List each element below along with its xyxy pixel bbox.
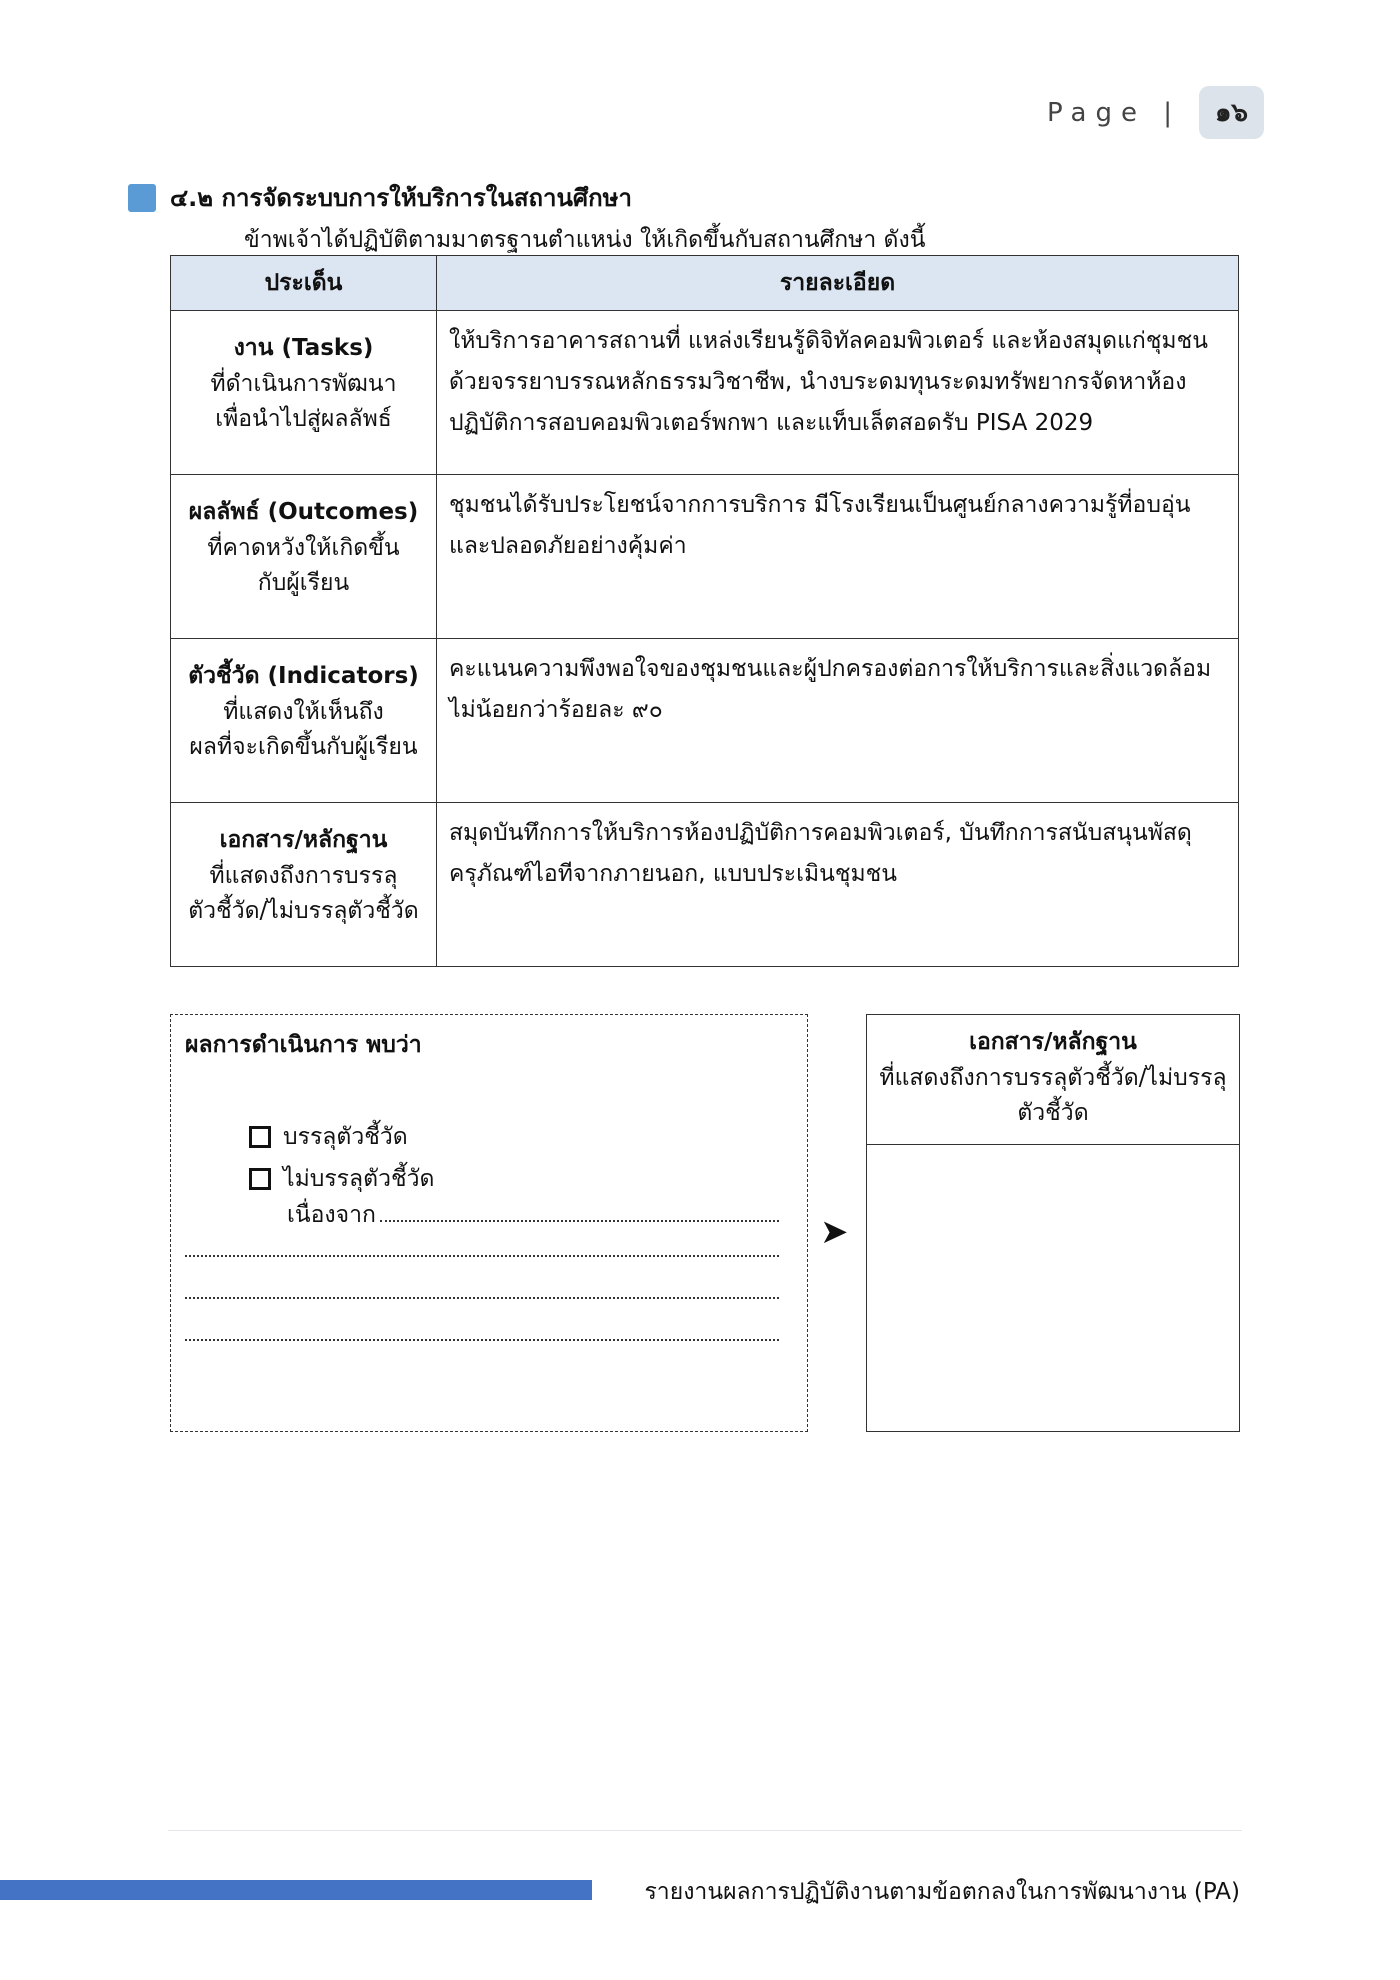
evidence-header: [867, 1015, 1239, 1145]
result-heading: ผลการดำเนินการ พบว่า: [185, 1032, 422, 1058]
page-header: [1047, 86, 1264, 139]
topic-subtitle: ที่ดำเนินการพัฒนา: [210, 370, 397, 397]
topic-subtitle: เพื่อนำไปสู่ผลลัพธ์: [215, 406, 392, 433]
result-box: [170, 1014, 808, 1432]
criteria-table: [170, 255, 1239, 967]
evidence-title: เอกสาร/หลักฐาน: [969, 1029, 1137, 1055]
footer-divider: [168, 1830, 1242, 1831]
page-label: Page |: [1047, 97, 1181, 128]
evidence-subtitle: ที่แสดงถึงการบรรลุตัวชี้วัด/ไม่บรรลุตัวชี้วัด: [879, 1064, 1227, 1127]
topic-cell: [171, 475, 437, 639]
footer-text: รายงานผลการปฏิบัติงานตามข้อตกลงในการพัฒนางาน (PA): [644, 1879, 1240, 1905]
table-row: [171, 311, 1239, 475]
topic-title: งาน (Tasks): [233, 335, 374, 361]
reason-label: เนื่องจาก: [287, 1202, 376, 1228]
topic-subtitle: กับผู้เรียน: [257, 570, 350, 597]
dotted-line[interactable]: [185, 1255, 779, 1257]
table-header-row: [171, 256, 1239, 311]
table-row: [171, 803, 1239, 967]
detail-cell: คะแนนความพึงพอใจของชุมชนและผู้ปกครองต่อการให้บริการและสิ่งแวดล้อมไม่น้อยกว่าร้อยละ ๙๐: [437, 639, 1239, 803]
topic-subtitle: ที่คาดหวังให้เกิดขึ้น: [207, 534, 400, 561]
arrow-left-icon: ➤: [820, 1212, 849, 1252]
option-achieved[interactable]: [249, 1119, 408, 1155]
detail-cell: สมุดบันทึกการให้บริการห้องปฏิบัติการคอมพิวเตอร์, บันทึกการสนับสนุนพัสดุครุภัณฑ์ไอทีจากภายนอก, แบบประเมินชุมชน: [437, 803, 1239, 967]
topic-cell: [171, 803, 437, 967]
topic-title: ผลลัพธ์ (Outcomes): [188, 499, 419, 525]
reason-field[interactable]: [287, 1197, 779, 1233]
topic-subtitle: ผลที่จะเกิดขึ้นกับผู้เรียน: [189, 734, 418, 761]
topic-subtitle: ตัวชี้วัด/ไม่บรรลุตัวชี้วัด: [188, 898, 419, 925]
topic-cell: [171, 639, 437, 803]
evidence-content-area[interactable]: [867, 1145, 1239, 1431]
column-header-detail: รายละเอียด: [437, 256, 1239, 311]
topic-title: ตัวชี้วัด (Indicators): [188, 663, 419, 689]
page-number: ๑๖: [1199, 86, 1264, 139]
section-title: [128, 178, 632, 217]
dotted-line[interactable]: [185, 1339, 779, 1341]
detail-cell: ให้บริการอาคารสถานที่ แหล่งเรียนรู้ดิจิทัลคอมพิวเตอร์ และห้องสมุดแก่ชุมชนด้วยจรรยาบรรณหลักธรรมวิชาชีพ, นำงบระดมทุนระดมทรัพยากรจัดหาห้องปฏิบัติการสอบคอมพิวเตอร์พกพา และแท็บเล็ตสอดรับ PISA 2029: [437, 311, 1239, 475]
dotted-line[interactable]: [185, 1297, 779, 1299]
column-header-topic: ประเด็น: [171, 256, 437, 311]
section-intro: ข้าพเจ้าได้ปฏิบัติตามมาตรฐานตำแหน่ง ให้เกิดขึ้นกับสถานศึกษา ดังนี้: [244, 227, 926, 253]
achieved-label: บรรลุตัวชี้วัด: [283, 1124, 408, 1150]
topic-title: เอกสาร/หลักฐาน: [219, 827, 388, 853]
topic-cell: [171, 311, 437, 475]
option-not-achieved[interactable]: [249, 1161, 434, 1197]
table-row: [171, 639, 1239, 803]
not-achieved-checkbox[interactable]: [249, 1168, 271, 1190]
evidence-box: [866, 1014, 1240, 1432]
topic-subtitle: ที่แสดงให้เห็นถึง: [223, 698, 384, 725]
table-row: [171, 475, 1239, 639]
section-heading: ๔.๒ การจัดระบบการให้บริการในสถานศึกษา: [170, 184, 632, 212]
detail-cell: ชุมชนได้รับประโยชน์จากการบริการ มีโรงเรียนเป็นศูนย์กลางความรู้ที่อบอุ่นและปลอดภัยอย่างคุ้มค่า: [437, 475, 1239, 639]
achieved-checkbox[interactable]: [249, 1126, 271, 1148]
topic-subtitle: ที่แสดงถึงการบรรลุ: [209, 862, 398, 889]
footer-accent-bar: [0, 1880, 592, 1900]
section-marker-icon: [128, 184, 156, 212]
reason-dotted-line: [380, 1202, 779, 1222]
not-achieved-label: ไม่บรรลุตัวชี้วัด: [283, 1166, 435, 1192]
